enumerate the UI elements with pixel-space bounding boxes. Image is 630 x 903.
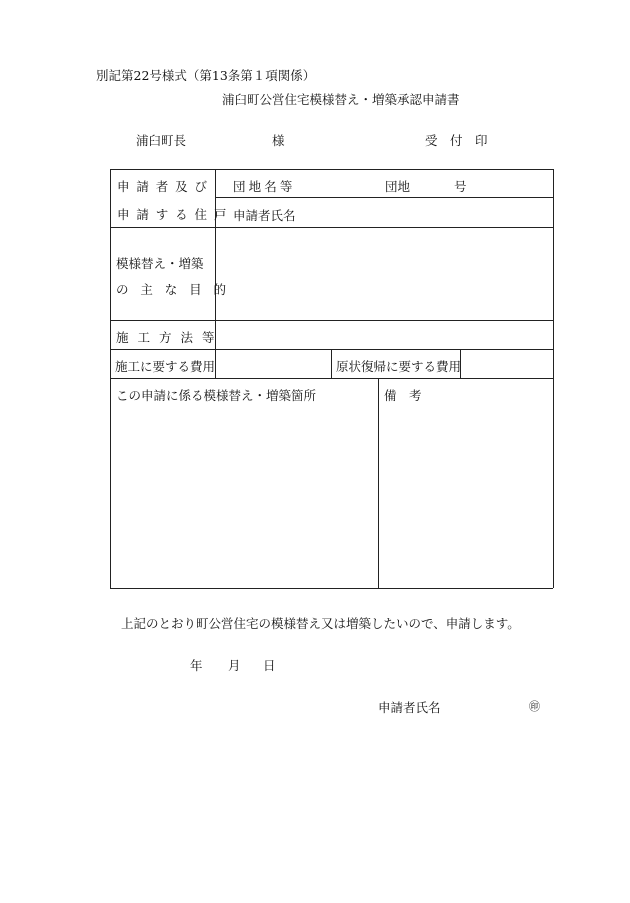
complex-name-label: 団地名等 bbox=[233, 179, 296, 194]
remarks-label: 備 考 bbox=[384, 388, 422, 403]
seal-icon: ㊞ bbox=[529, 700, 540, 713]
date-month: 月 bbox=[228, 658, 241, 673]
date-year: 年 bbox=[190, 658, 203, 673]
application-statement: 上記のとおり町公営住宅の模様替え又は増築したいので、申請します。 bbox=[121, 616, 520, 631]
applicant-label-line2: 申請する住戸 bbox=[117, 207, 234, 222]
purpose-label-line1: 模様替え・増築 bbox=[116, 256, 204, 271]
applicant-name-label: 申請者氏名 bbox=[233, 208, 296, 223]
purpose-label-line2: の主な目的 bbox=[116, 282, 238, 297]
date-day: 日 bbox=[263, 658, 276, 673]
document-title: 浦臼町公営住宅模様替え・増築承認申請書 bbox=[222, 92, 460, 107]
unit-number-suffix: 号 bbox=[454, 179, 467, 194]
complex-suffix: 団地 bbox=[385, 179, 411, 194]
restoration-cost-label: 原状復帰に要する費用 bbox=[336, 359, 462, 374]
modification-location-label: この申請に係る模様替え・増築箇所 bbox=[116, 388, 317, 403]
construction-method-label: 施工方法等 bbox=[116, 330, 224, 345]
reception-stamp-label: 受 付 印 bbox=[425, 133, 488, 148]
signature-label: 申請者氏名 bbox=[378, 700, 441, 715]
applicant-label-line1: 申請者及び bbox=[117, 179, 214, 194]
form-reference: 別記第22号様式（第13条第１項関係） bbox=[96, 68, 316, 83]
addressee-honorific: 様 bbox=[272, 133, 285, 148]
construction-cost-label: 施工に要する費用 bbox=[115, 359, 216, 374]
addressee-name: 浦臼町長 bbox=[136, 133, 187, 148]
